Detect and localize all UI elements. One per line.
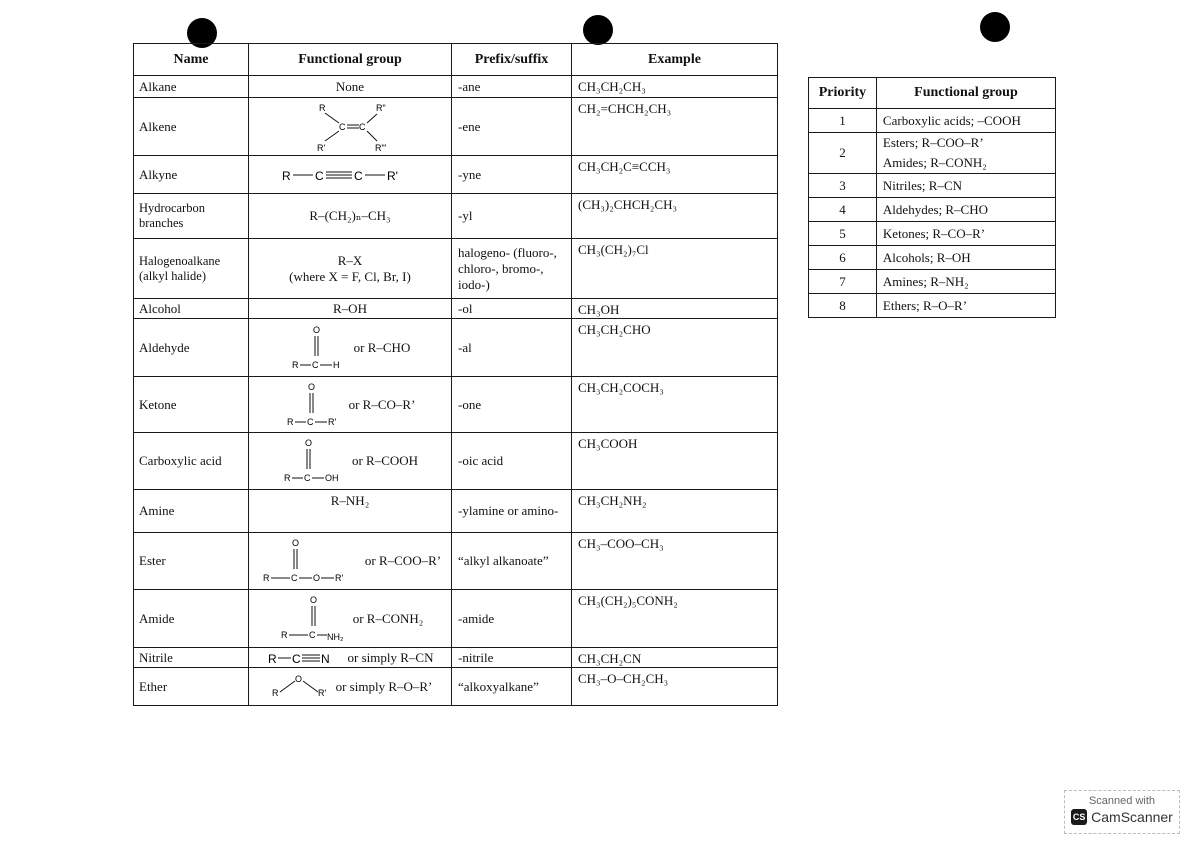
ester-structure-diagram <box>259 536 359 586</box>
row-prefix: -al <box>452 319 572 377</box>
priority-number: 5 <box>809 222 877 246</box>
svg-text:O: O <box>309 594 317 605</box>
header-prefix-suffix: Prefix/suffix <box>452 44 572 76</box>
row-group: or R–CHO <box>353 339 411 355</box>
row-group: or R–CO–R’ <box>348 396 416 412</box>
row-example: CH₃CH₂CN <box>572 648 778 668</box>
header-example: Example <box>572 44 778 76</box>
row-name: Aldehyde <box>134 319 249 377</box>
priority-row <box>809 222 1056 246</box>
punch-hole-right <box>980 12 1010 42</box>
priority-number: 7 <box>809 270 877 294</box>
carboxylic-acid-structure-diagram <box>282 436 346 486</box>
svg-text:C: C <box>339 121 346 132</box>
svg-text:R: R <box>319 102 326 113</box>
svg-text:R: R <box>267 651 277 666</box>
row-prefix: “alkoxyalkane” <box>452 668 572 706</box>
row-group: or simply R–O–R’ <box>335 678 433 694</box>
table-row <box>134 668 778 706</box>
row-group: or R–COO–R’ <box>364 553 442 568</box>
row-name: Ether <box>134 668 249 706</box>
amide-structure-diagram <box>277 593 347 645</box>
row-prefix: -one <box>452 377 572 433</box>
table-row <box>134 433 778 490</box>
svg-text:R"': R"' <box>375 142 387 153</box>
table-row <box>134 590 778 648</box>
row-example: CH₃–O–CH₂CH₃ <box>572 668 778 706</box>
row-prefix: -yne <box>452 156 572 194</box>
row-example: CH₃CH₂CHO <box>572 319 778 377</box>
row-prefix: -ol <box>452 299 572 319</box>
row-example: CH₂=CHCH₂CH₃ <box>572 98 778 156</box>
priority-row <box>809 133 1056 174</box>
svg-text:O: O <box>312 573 320 583</box>
priority-number: 8 <box>809 294 877 318</box>
svg-text:R: R <box>282 168 291 183</box>
svg-text:C: C <box>290 573 298 583</box>
row-group: or R–CONH₂ <box>352 610 424 626</box>
alkene-structure-diagram <box>295 100 405 154</box>
svg-text:C: C <box>311 359 319 370</box>
row-prefix: -ane <box>452 76 572 98</box>
priority-row <box>809 294 1056 318</box>
row-name: Alkyne <box>134 156 249 194</box>
row-example: CH₃(CH₂)₇Cl <box>572 239 778 299</box>
row-prefix: -ylamine or amino- <box>452 490 572 533</box>
priority-table <box>808 77 1056 318</box>
row-prefix: -oic acid <box>452 433 572 490</box>
priority-row <box>809 198 1056 222</box>
row-group: R–NH₂ <box>249 490 452 533</box>
svg-text:R": R" <box>376 102 386 113</box>
svg-text:R: R <box>280 629 288 640</box>
row-name: Ester <box>134 533 249 590</box>
priority-number: 2 <box>809 133 877 174</box>
row-example: CH₃CH₂CH₃ <box>572 76 778 98</box>
watermark-caption: Scanned with <box>1088 795 1156 807</box>
table-row <box>134 239 778 299</box>
table-row <box>134 194 778 239</box>
svg-text:R': R' <box>317 687 326 698</box>
priority-row <box>809 270 1056 294</box>
row-prefix: -ene <box>452 98 572 156</box>
svg-text:C: C <box>306 416 314 427</box>
svg-text:R: R <box>286 416 294 427</box>
table-header-row <box>134 44 778 76</box>
svg-text:R: R <box>271 687 279 698</box>
row-prefix: “alkyl alkanoate” <box>452 533 572 590</box>
ketone-structure-diagram <box>285 380 343 430</box>
camscanner-watermark <box>1064 790 1180 834</box>
svg-text:O: O <box>304 438 312 448</box>
row-name: Nitrile <box>134 648 249 668</box>
svg-text:C: C <box>359 121 366 132</box>
priority-row <box>809 109 1056 133</box>
priority-number: 6 <box>809 246 877 270</box>
svg-text:O: O <box>307 381 315 392</box>
table-row <box>134 156 778 194</box>
row-name: Carboxylic acid <box>134 433 249 490</box>
row-name: Ketone <box>134 377 249 433</box>
svg-text:O: O <box>312 324 320 335</box>
priority-number: 1 <box>809 109 877 133</box>
row-example: CH₃COOH <box>572 433 778 490</box>
priority-group: Nitriles; R–CN <box>876 174 1055 198</box>
priority-group: Aldehydes; R–CHO <box>876 198 1055 222</box>
svg-text:O: O <box>294 673 302 684</box>
row-prefix: halogeno- (fluoro-, chloro-, bromo-, iodo-) <box>452 239 572 299</box>
priority-number: 3 <box>809 174 877 198</box>
header-name: Name <box>134 44 249 76</box>
row-example: CH₃(CH₂)₅CONH₂ <box>572 590 778 648</box>
svg-text:NH₂: NH₂ <box>326 631 344 642</box>
row-group: R–(CH₂)ₙ–CH₃ <box>249 194 452 239</box>
svg-text:R: R <box>283 473 291 483</box>
svg-text:R': R' <box>387 168 398 183</box>
table-row <box>134 299 778 319</box>
svg-text:C: C <box>308 629 316 640</box>
row-group-note: (where X = F, Cl, Br, I) <box>289 268 411 284</box>
row-group: R–X <box>337 252 363 268</box>
svg-text:C: C <box>303 473 311 483</box>
svg-text:H: H <box>332 359 340 370</box>
svg-text:R: R <box>262 573 270 583</box>
priority-group: Carboxylic acids; –COOH <box>876 109 1055 133</box>
row-example: CH₃CH₂NH₂ <box>572 490 778 533</box>
row-prefix: -nitrile <box>452 648 572 668</box>
svg-text:R': R' <box>317 142 326 153</box>
row-example: (CH₃)₂CHCH₂CH₃ <box>572 194 778 239</box>
row-prefix: -yl <box>452 194 572 239</box>
row-name: Alkene <box>134 98 249 156</box>
row-name: Halogenoalkane (alkyl halide) <box>134 239 249 299</box>
svg-text:R': R' <box>334 573 344 583</box>
table-row <box>134 533 778 590</box>
priority-group: Ethers; R–O–R’ <box>876 294 1055 318</box>
priority-group-secondary: Amides; R–CONH₂ <box>882 155 987 170</box>
table-row <box>134 648 778 668</box>
row-name: Alkane <box>134 76 249 98</box>
camscanner-logo-icon: CS <box>1071 809 1087 825</box>
priority-group: Amines; R–NH₂ <box>876 270 1055 294</box>
priority-header-row <box>809 78 1056 109</box>
row-example: CH₃CH₂COCH₃ <box>572 377 778 433</box>
svg-text:N: N <box>320 651 330 666</box>
priority-group: Alcohols; R–OH <box>876 246 1055 270</box>
svg-text:C: C <box>315 168 324 183</box>
priority-group: Ketones; R–CO–R’ <box>876 222 1055 246</box>
priority-number: 4 <box>809 198 877 222</box>
watermark-brand: CamScanner <box>1091 809 1173 825</box>
priority-row <box>809 246 1056 270</box>
nitrile-structure-diagram <box>267 650 345 666</box>
row-example: CH₃OH <box>572 299 778 319</box>
punch-hole-middle <box>583 15 613 45</box>
row-name: Alcohol <box>134 299 249 319</box>
priority-group: Esters; R–COO–R’ <box>882 135 984 150</box>
priority-row <box>809 174 1056 198</box>
table-row <box>134 319 778 377</box>
aldehyde-structure-diagram <box>290 323 348 373</box>
row-prefix: -amide <box>452 590 572 648</box>
alkyne-structure-diagram <box>280 165 420 185</box>
ether-structure-diagram <box>268 672 330 702</box>
svg-text:R': R' <box>327 416 336 427</box>
table-row <box>134 76 778 98</box>
row-name: Amide <box>134 590 249 648</box>
header-functional-group: Functional group <box>249 44 452 76</box>
header-priority: Priority <box>809 78 877 109</box>
svg-text:OH: OH <box>324 473 339 483</box>
row-example: CH₃CH₂C≡CCH₃ <box>572 156 778 194</box>
svg-text:O: O <box>291 538 299 548</box>
row-group: or simply R–CN <box>347 649 434 665</box>
svg-text:C: C <box>354 168 363 183</box>
svg-text:C: C <box>291 651 301 666</box>
functional-groups-table <box>133 43 778 706</box>
row-group: R–OH <box>249 299 452 319</box>
row-example: CH₃–COO–CH₃ <box>572 533 778 590</box>
table-row <box>134 490 778 533</box>
row-group: or R–COOH <box>351 453 419 468</box>
row-name: Amine <box>134 490 249 533</box>
row-group: None <box>249 76 452 98</box>
table-row <box>134 98 778 156</box>
row-name: Hydrocarbon branches <box>134 194 249 239</box>
svg-text:R: R <box>291 359 299 370</box>
header-functional-group: Functional group <box>876 78 1055 109</box>
table-row <box>134 377 778 433</box>
